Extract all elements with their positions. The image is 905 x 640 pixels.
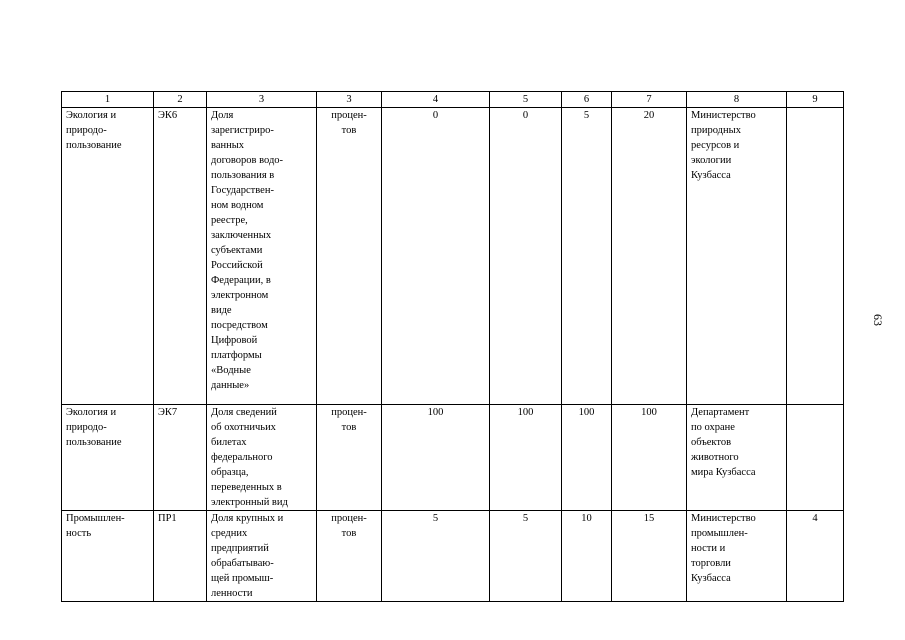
header-cell: 3 [317, 92, 382, 108]
value-cell: 0 [382, 108, 490, 405]
value-cell: 5 [562, 108, 612, 405]
value-cell: 100 [382, 405, 490, 511]
col9-cell [787, 405, 844, 511]
responsible-cell: Министерство природных ресурсов и экологии Кузбасса [687, 108, 787, 405]
header-cell: 4 [382, 92, 490, 108]
code-cell: ЭК7 [154, 405, 207, 511]
table-row [62, 108, 844, 405]
value-cell: 10 [562, 511, 612, 602]
header-cell: 6 [562, 92, 612, 108]
indicators-table [61, 91, 844, 602]
page-number: 63 [871, 314, 885, 326]
code-cell: ЭК6 [154, 108, 207, 405]
unit-cell: процен- тов [317, 108, 382, 405]
indicator-cell: Доля крупных и средних предприятий обрабатываю- щей промыш- ленности [207, 511, 317, 602]
area-cell: Экология и природо- пользование [62, 108, 154, 405]
col9-cell [787, 108, 844, 405]
value-cell: 100 [490, 405, 562, 511]
area-cell: Промышлен- ность [62, 511, 154, 602]
header-cell: 8 [687, 92, 787, 108]
value-cell: 5 [382, 511, 490, 602]
responsible-cell: Департамент по охране объектов животного мира Кузбасса [687, 405, 787, 511]
header-cell: 5 [490, 92, 562, 108]
indicator-cell: Доля зарегистриро- ванных договоров водо- пользования в Государствен- ном водном реестре, заключенных субъектами Российской Федерации, в электронном виде посредством Цифровой платформы «Водные данные» [207, 108, 317, 405]
table-row [62, 405, 844, 511]
code-cell: ПР1 [154, 511, 207, 602]
header-cell: 7 [612, 92, 687, 108]
value-cell: 5 [490, 511, 562, 602]
header-cell: 3 [207, 92, 317, 108]
value-cell: 20 [612, 108, 687, 405]
unit-cell: процен- тов [317, 405, 382, 511]
col9-cell: 4 [787, 511, 844, 602]
header-row [62, 92, 844, 108]
unit-cell: процен- тов [317, 511, 382, 602]
value-cell: 15 [612, 511, 687, 602]
area-cell: Экология и природо- пользование [62, 405, 154, 511]
table-row [62, 511, 844, 602]
value-cell: 0 [490, 108, 562, 405]
responsible-cell: Министерство промышлен- ности и торговли Кузбасса [687, 511, 787, 602]
value-cell: 100 [562, 405, 612, 511]
header-cell: 2 [154, 92, 207, 108]
header-cell: 9 [787, 92, 844, 108]
header-cell: 1 [62, 92, 154, 108]
indicator-cell: Доля сведений об охотничьих билетах федерального образца, переведенных в электронный вид [207, 405, 317, 511]
value-cell: 100 [612, 405, 687, 511]
